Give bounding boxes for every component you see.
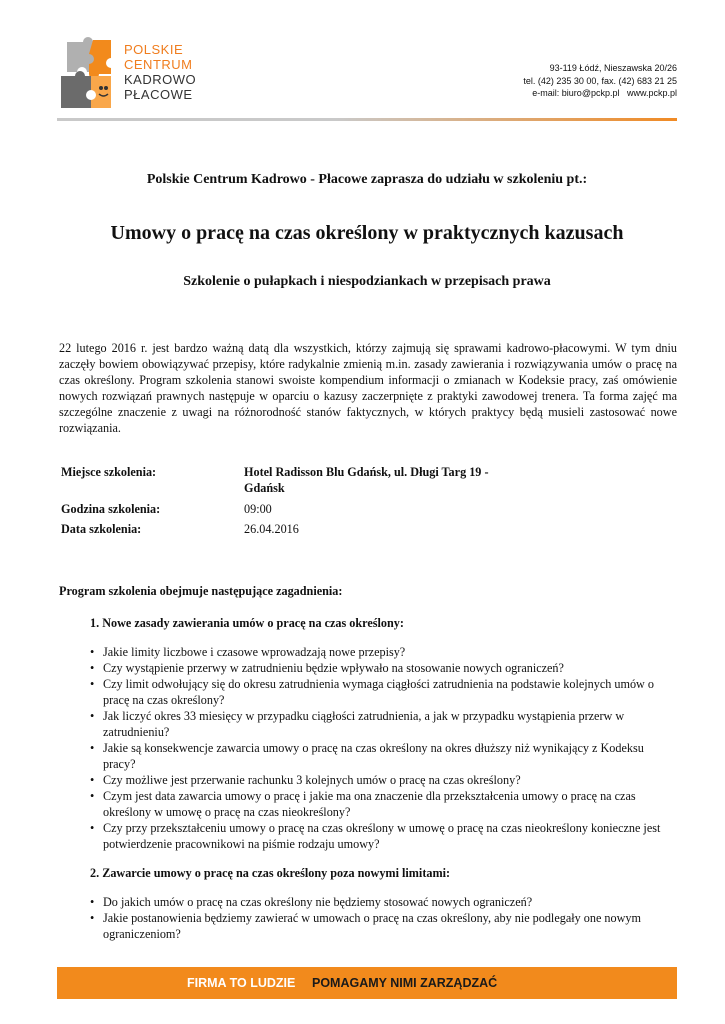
list-item-text: Czy przy przekształceniu umowy o pracę na czas określony w umowę o pracę na czas nieokreślony konieczne jest potwierdzenie pracownikowi na piśmie rodzaju umowy? [103,821,661,851]
section-list [90,644,670,852]
list-item-text: Jakie limity liczbowe i czasowe wprowadzają nowe przepisy? [103,645,406,659]
list-item [90,820,670,852]
contact-email-web[interactable]: e-mail: biuro@pckp.pl www.pckp.pl [532,88,677,98]
bullet-icon: • [90,911,95,925]
bullet-icon: • [90,677,95,691]
bullet-icon: • [90,709,95,723]
place-value: Hotel Radisson Blu Gdańsk, ul. Długi Targ 19 - Gdańsk [244,465,489,495]
footer-slogan-right: POMAGAMY NIMI ZARZĄDZAĆ [312,976,498,990]
list-item [90,644,670,660]
invitation-line: Polskie Centrum Kadrowo - Płacowe zaprasza do udziału w szkoleniu pt.: [146,172,588,187]
training-title: Umowy o pracę na czas określony w praktycznych kazusach [110,222,624,244]
footer-slogan-left: FIRMA TO LUDZIE [187,976,296,990]
contact-address: 93-119 Łódź, Nieszawska 20/26 [549,63,677,73]
list-item-text: Do jakich umów o pracę na czas określony nie będziemy stosować nowych ograniczeń? [103,895,533,909]
details-row-date [61,521,524,537]
section-list [90,894,670,942]
list-item-text: Czy możliwe jest przerwanie rachunku 3 kolejnych umów o pracę na czas określony? [103,773,521,787]
list-item [90,660,670,676]
list-item [90,676,670,708]
program-heading: Program szkolenia obejmuje następujące zagadnienia: [59,584,343,598]
list-item-text: Czym jest data zawarcia umowy o pracę i jakie ma ona znaczenie dla przekształcenia umowy o pracę na czas określony w umowę o pracę na czas nieokreślony? [103,789,636,819]
list-item-text: Jak liczyć okres 33 miesięcy w przypadku ciągłości zatrudnienia, a jak w przypadku wystąpienia przerw w zatrudnieniu? [103,709,625,739]
time-value: 09:00 [244,502,272,516]
contact-phone: tel. (42) 235 30 00, fax. (42) 683 21 25 [523,75,677,86]
puzzle-logo-icon [57,36,119,112]
section-title: 2. Zawarcie umowy o pracę na czas określony poza nowymi limitami: [90,866,451,880]
header-divider [57,118,677,121]
logo-line-2: CENTRUM [124,57,193,72]
details-row-time [61,501,524,517]
bullet-icon: • [90,789,95,803]
time-label: Godzina szkolenia: [61,502,161,516]
place-label: Miejsce szkolenia: [61,465,157,479]
logo-line-1: POLSKIE [124,42,184,57]
date-value: 26.04.2016 [244,522,299,536]
training-details [61,464,524,537]
bullet-icon: • [90,895,95,909]
intro-paragraph: 22 lutego 2016 r. jest bardzo ważną datą dla wszystkich, którzy zajmują się sprawami kadrowo-płacowymi. W tym dniu zaczęły bowiem obowiązywać przepisy, które radykalnie zmienią m.in. zasady zawierania i rozwiązywania umów o pracę na czas określony. Program szkolenia stanowi swoiste kompendium informacji o zmianach w Kodeksie pracy, zaś omówienie nowych rozwiązań prawnych następuje w oparciu o kazusy zaczerpnięte z praktyki zawodowej trenera. Ta forma zajęć ma szczególne znaczenie z uwagi na różnorodność stanów faktycznych, w których praktycy będą musieli zastosować nowe rozwiązania. [59,341,677,435]
logo-line-3: KADROWO [124,72,197,87]
list-item [90,708,670,740]
date-label: Data szkolenia: [61,522,142,536]
program-section-1 [90,615,670,852]
details-row-place [61,464,524,496]
bullet-icon: • [90,821,95,835]
bullet-icon: • [90,773,95,787]
footer-banner [57,967,677,999]
list-item-text: Czy limit odwołujący się do okresu zatrudnienia wymaga ciągłości zatrudnienia na podstawie kolejnych umów o pracę na czas określony? [103,677,654,707]
bullet-icon: • [90,645,95,659]
list-item [90,894,670,910]
list-item [90,910,670,942]
list-item [90,788,670,820]
list-item [90,772,670,788]
section-title: 1. Nowe zasady zawierania umów o pracę na czas określony: [90,616,404,630]
company-logo [57,36,207,112]
bullet-icon: • [90,741,95,755]
contact-info [523,62,677,100]
logo-line-4: PŁACOWE [124,87,193,102]
list-item [90,740,670,772]
program-section-2 [90,865,670,942]
logo-wordmark [124,42,196,102]
list-item-text: Jakie postanowienia będziemy zawierać w umowach o pracę na czas określony, aby nie podlegały one nowym ograniczeniom? [103,911,641,941]
list-item-text: Jakie są konsekwencje zawarcia umowy o pracę na czas określony na okres dłuższy niż wynikający z Kodeksu pracy? [103,741,644,771]
bullet-icon: • [90,661,95,675]
list-item-text: Czy wystąpienie przerwy w zatrudnieniu będzie wpływało na stosowanie nowych ograniczeń? [103,661,564,675]
training-subtitle: Szkolenie o pułapkach i niespodziankach w przepisach prawa [183,274,551,289]
